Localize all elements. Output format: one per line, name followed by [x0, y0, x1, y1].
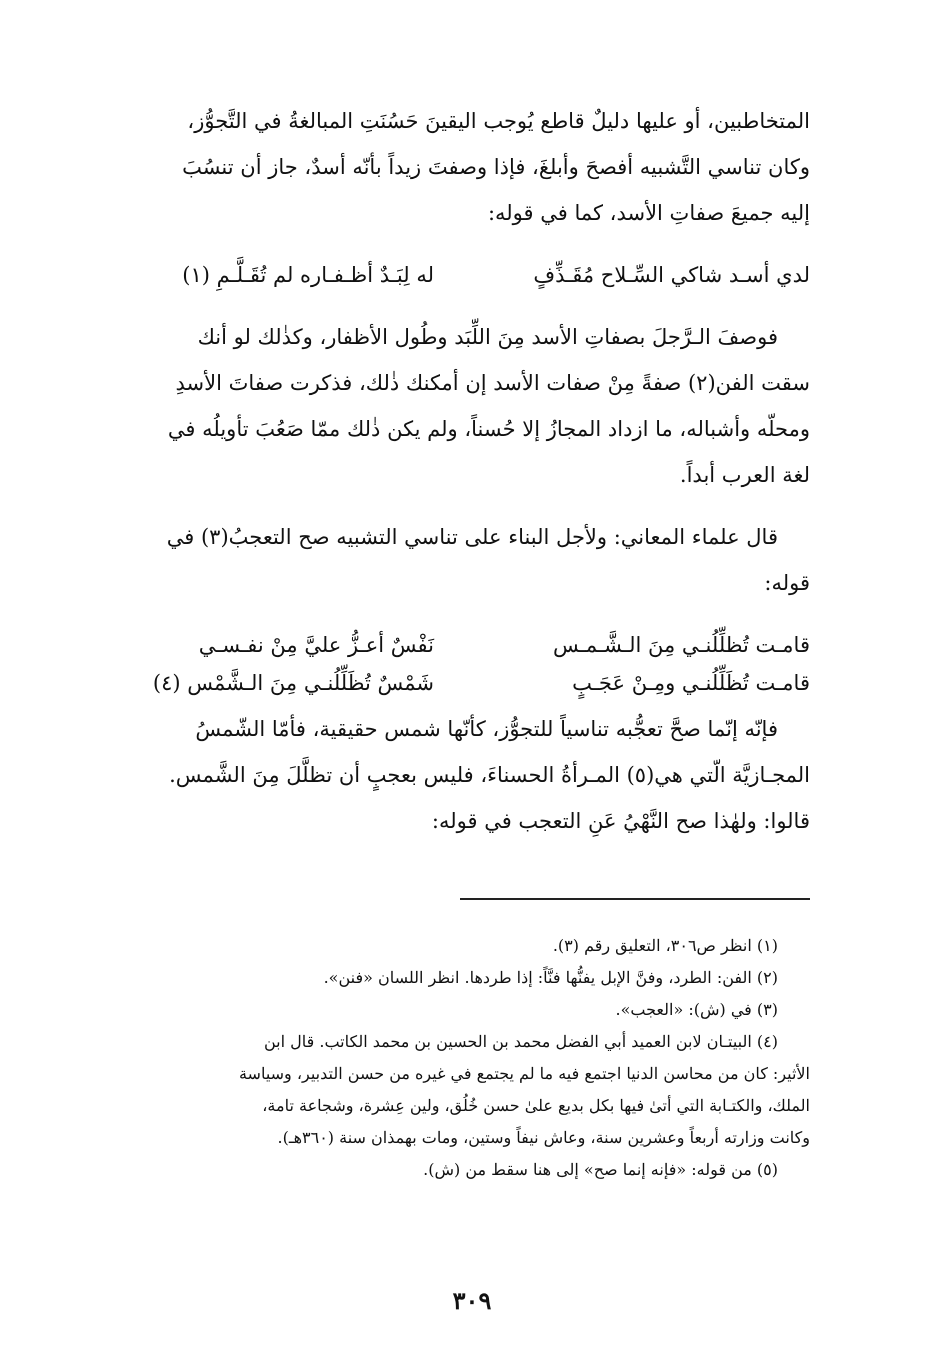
- text-line: ومحلّه وأشباله، ما ازداد المجازُ إلا حُسناً، ولم يكن ذٰلك ممّا صَعُبَ تأويلُه في: [167, 417, 810, 441]
- page-number: ٣٠٩: [452, 1286, 492, 1315]
- footnote-4: [134, 1026, 810, 1154]
- text-line: قال علماء المعاني: ولأجل البناء على تناسي التشبيه صح التعجبُ(٣) في: [166, 525, 778, 549]
- verse-hemistich-first: قامـت تُظَلِّلُنـي ومِـنْ عَجَـبٍ: [572, 671, 810, 695]
- text-line: الملك، والكتـابة التي أتىٰ فيها بكل بديع علىٰ حسن خُلُق، ولين عِشرة، وشجاعة تامة،: [262, 1096, 810, 1115]
- main-text: [134, 98, 810, 844]
- paragraph-3: [134, 514, 810, 606]
- paragraph-2: [134, 314, 810, 498]
- footnote-separator: [460, 898, 810, 900]
- text-line: إليه جميعَ صفاتِ الأسد، كما في قوله:: [487, 201, 810, 225]
- verse-hemistich-first: قامـت تُظلِّلُنـي مِنَ الـشَّـمـس: [552, 633, 810, 657]
- verse-hemistich-second: نَفْسٌ أعـزُّ عليَّ مِنْ نفـسـي: [198, 633, 434, 657]
- text-line: فإنّه إنّما صحَّ تعجُّبه تناسياً للتجوُّز، كأنّها شمس حقيقية، فأمّا الشّمسُ: [195, 717, 778, 741]
- text-line: سقت الفن(٢) صفةً مِنْ صفات الأسد إن أمكنك ذٰلك، فذكرت صفاتَ الأسدِ: [175, 371, 810, 395]
- text-line: قوله:: [764, 571, 810, 595]
- text-line: وكان تناسي التَّشبيه أفصحَ وأبلغَ، فإذا وصفتَ زيداً بأنّه أسدٌ، جاز أن تنسُبَ: [182, 155, 810, 179]
- verse-hemistich-first: لدي أسـد شاكي السِّـلاح مُقَـذِّفٍ: [533, 263, 810, 287]
- verse-hemistich-second: شَمْسٌ تُظَلِّلُنـي مِنَ الـشَّمْس (٤): [152, 671, 434, 695]
- paragraph-intro: [134, 98, 810, 236]
- verse-hemistich-second: له لِبَـدٌ أظـفـاره لم تُقَـلَّـمِ (١): [182, 263, 434, 287]
- text-line: المجـازيَّة الّتي هي(٥) المـرأةُ الحسناءَ، فليس بعجبٍ أن تظلَّلَ مِنَ الشَّمس.: [169, 763, 810, 787]
- verse-line-2b: [134, 660, 810, 706]
- text-line: وكانت وزارته أربعاً وعشرين سنة، وعاش نيفاً وستين، ومات بهمذان سنة (٣٦٠هـ).: [277, 1128, 810, 1147]
- text-line: المتخاطبين، أو عليها دليلٌ قاطع يُوجب اليقينَ حَسُنَتِ المبالغةُ في التَّجوُّز،: [187, 109, 810, 133]
- paragraph-4: [134, 706, 810, 844]
- footnote-5: (٥) من قوله: «فإنه إنما صح» إلى هنا سقط من (ش).: [423, 1160, 778, 1179]
- footnote-1: (١) انظر ص٣٠٦، التعليق رقم (٣).: [552, 936, 778, 955]
- footnote-3: (٣) في (ش): «العجب».: [615, 1000, 778, 1019]
- text-line: فوصفَ الـرَّجلَ بصفاتِ الأسد مِنَ اللِّبَد وطُول الأظفار، وكذٰلك لو أنك: [197, 325, 778, 349]
- text-line: قالوا: ولهٰذا صح النَّهْيُ عَنِ التعجب في قوله:: [431, 809, 810, 833]
- text-line: لغة العرب أبداً.: [679, 463, 810, 487]
- text-line: الأثير: كان من محاسن الدنيا اجتمع فيه ما لم يجتمع في غيره من حسن التدبير، وسياسة: [238, 1064, 810, 1083]
- footnotes: [134, 930, 810, 1186]
- text-line: (٤) البيتـان لابن العميد أبي الفضل محمد بن الحسين بن محمد الكاتب. قال ابن: [263, 1032, 778, 1051]
- verse-line-1: [134, 252, 810, 298]
- footnote-2: (٢) الفن: الطرد، وفنَّ الإبل يفنُّها فنَّاً: إذا طردها. انظر اللسان «فنن».: [323, 968, 778, 987]
